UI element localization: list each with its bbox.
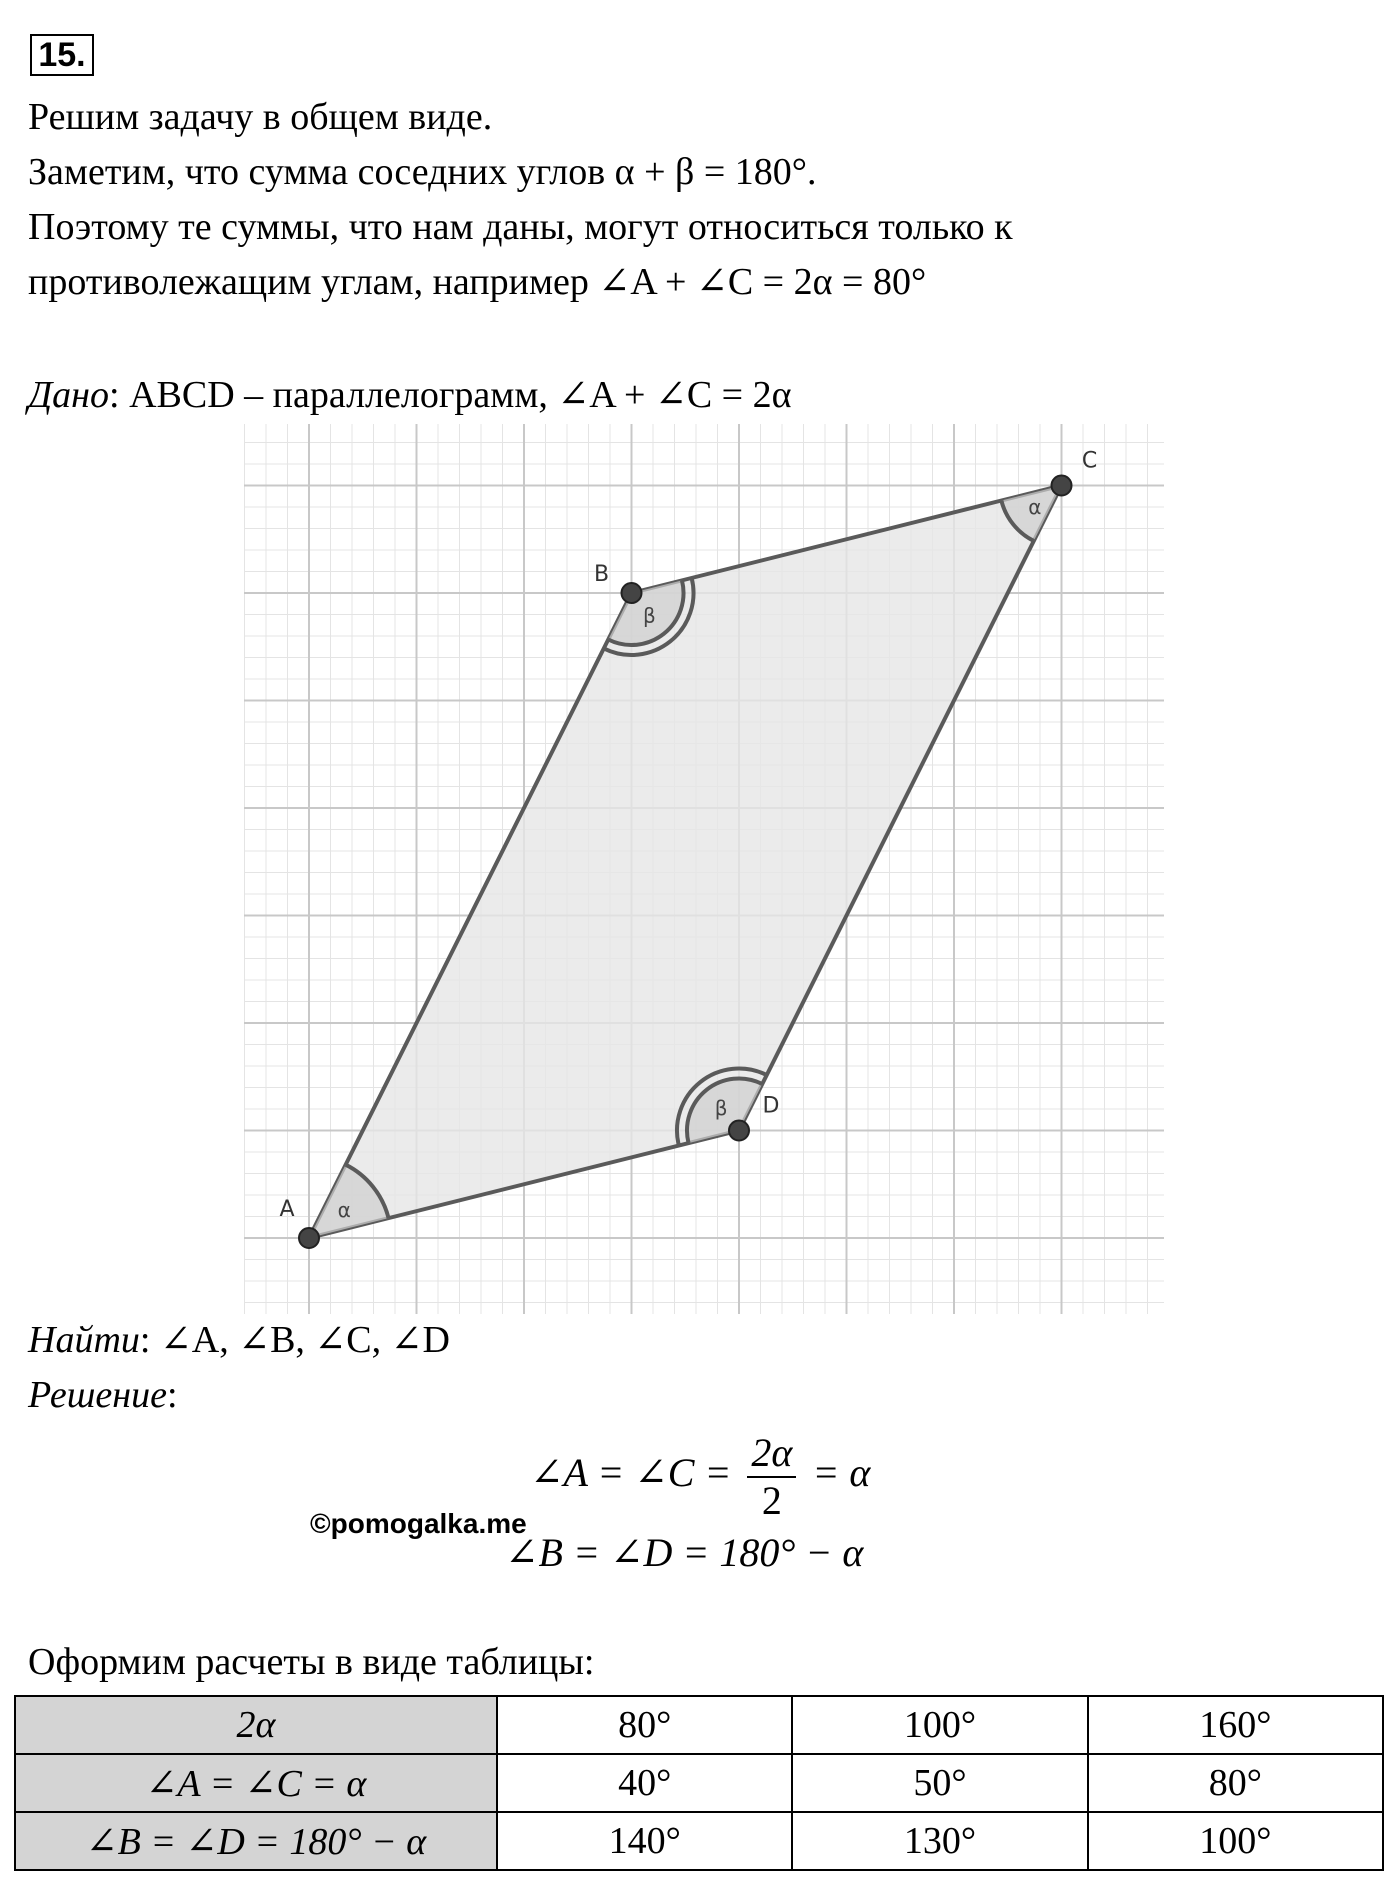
table-cell: 100° [1088, 1812, 1383, 1870]
row-header: ∠A = ∠C = α [15, 1754, 497, 1812]
vertex-C [1052, 476, 1072, 496]
vertex-label-C: C [1081, 448, 1098, 474]
table-cell: 80° [497, 1696, 792, 1754]
table-cell: 130° [792, 1812, 1087, 1870]
angle-label-D: β [714, 1096, 728, 1121]
formula1-fraction [747, 1430, 796, 1524]
angle-label-A: α [337, 1197, 351, 1222]
calculation-table [14, 1695, 1384, 1871]
angle-label-B: β [643, 603, 656, 628]
formula1-right: = α [802, 1450, 871, 1496]
solution-label-line [28, 1373, 178, 1417]
table-intro: Оформим расчеты в виде таблицы: [28, 1641, 595, 1683]
vertex-D [729, 1121, 749, 1141]
intro-line-1: Решим задачу в общем виде. [28, 96, 493, 138]
formula1-denominator: 2 [761, 1478, 782, 1523]
parallelogram-figure [244, 424, 1164, 1314]
formula1-numerator: 2α [747, 1430, 796, 1478]
table-cell: 160° [1088, 1696, 1383, 1754]
table-cell: 140° [497, 1812, 792, 1870]
given-line [28, 373, 792, 417]
table-cell: 40° [497, 1754, 792, 1812]
intro-line-2: Заметим, что сумма соседних углов α + β = 180°. [28, 151, 817, 193]
table-row [15, 1696, 1383, 1754]
table-row [15, 1754, 1383, 1812]
intro-line-4: противолежащим углам, например ∠A + ∠C = 2α = 80° [28, 261, 927, 303]
watermark: ©pomogalka.me [310, 1508, 527, 1539]
formula-angles-ac [530, 1430, 870, 1524]
find-label: Найти [28, 1319, 140, 1361]
problem-number: 15. [30, 34, 94, 76]
table-cell: 50° [792, 1754, 1087, 1812]
table-row [15, 1812, 1383, 1870]
solution-colon: : [166, 1374, 178, 1416]
angle-label-C: α [1028, 494, 1042, 519]
vertex-label-D: D [762, 1093, 780, 1119]
table-cell: 100° [792, 1696, 1087, 1754]
find-text: : ∠A, ∠B, ∠C, ∠D [139, 1319, 450, 1361]
formula1-left: ∠A = ∠C = [530, 1450, 742, 1496]
vertex-label-B: B [593, 562, 610, 587]
solution-label: Решение [28, 1374, 167, 1416]
row-header: 2α [15, 1696, 497, 1754]
given-label: Дано [28, 374, 110, 416]
table-cell: 80° [1088, 1754, 1383, 1812]
vertex-B [622, 583, 642, 603]
find-line [28, 1318, 450, 1362]
vertex-label-A: A [279, 1197, 295, 1222]
formula-angles-bd: ∠B = ∠D = 180° − α [505, 1530, 864, 1575]
intro-line-3: Поэтому те суммы, что нам даны, могут относиться только к [28, 206, 1013, 248]
row-header: ∠B = ∠D = 180° − α [15, 1812, 497, 1870]
given-text: : ABCD – параллелограмм, ∠A + ∠C = 2α [109, 374, 792, 416]
vertex-A [299, 1228, 319, 1248]
